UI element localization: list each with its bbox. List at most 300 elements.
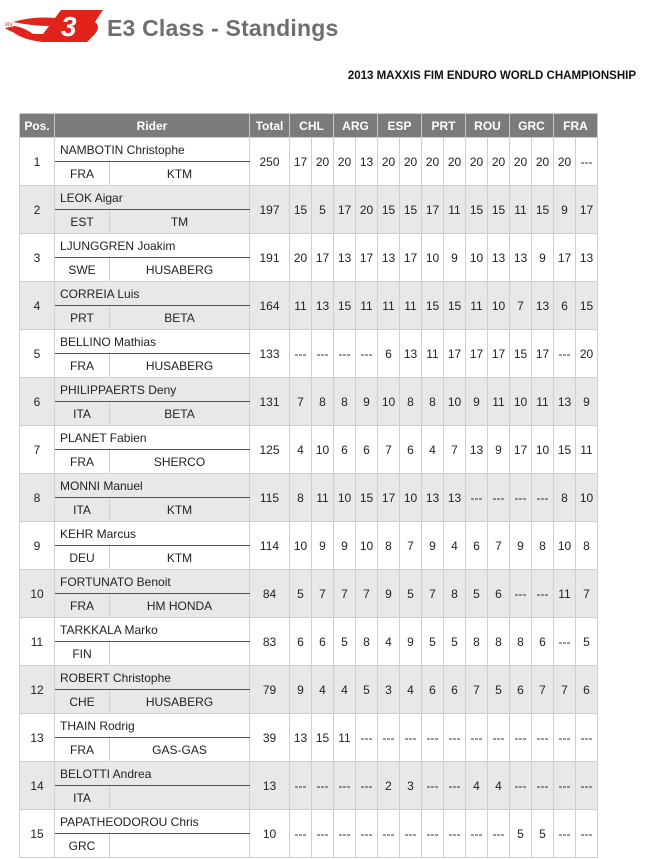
round-score: 15 bbox=[312, 714, 334, 762]
round-score: 6 bbox=[334, 426, 356, 474]
position-cell: 7 bbox=[20, 426, 55, 474]
round-score: 9 bbox=[334, 522, 356, 570]
position-cell: 14 bbox=[20, 762, 55, 810]
round-score: 13 bbox=[334, 234, 356, 282]
round-score: 11 bbox=[422, 330, 444, 378]
round-score: 20 bbox=[290, 234, 312, 282]
total-points: 250 bbox=[250, 138, 290, 186]
rider-nationality: ITA bbox=[55, 786, 110, 810]
round-score: 10 bbox=[554, 522, 576, 570]
position-cell: 2 bbox=[20, 186, 55, 234]
standings-body bbox=[20, 138, 598, 858]
round-score: --- bbox=[576, 714, 598, 762]
round-score: --- bbox=[356, 810, 378, 858]
header-round-fra[interactable]: FRA bbox=[554, 114, 598, 138]
rider-name[interactable]: KEHR Marcus bbox=[55, 522, 250, 546]
total-points: 197 bbox=[250, 186, 290, 234]
round-score: 9 bbox=[290, 666, 312, 714]
round-score: 17 bbox=[378, 474, 400, 522]
standings-row bbox=[20, 234, 598, 258]
rider-nationality: FRA bbox=[55, 162, 110, 186]
round-score: 10 bbox=[400, 474, 422, 522]
round-score: 20 bbox=[532, 138, 554, 186]
round-score: 13 bbox=[444, 474, 466, 522]
header-round-chl[interactable]: CHL bbox=[290, 114, 334, 138]
round-score: 13 bbox=[576, 234, 598, 282]
round-score: 5 bbox=[444, 618, 466, 666]
round-score: 6 bbox=[378, 330, 400, 378]
total-points: 115 bbox=[250, 474, 290, 522]
total-points: 191 bbox=[250, 234, 290, 282]
round-score: 5 bbox=[422, 618, 444, 666]
round-score: 20 bbox=[334, 138, 356, 186]
round-score: 20 bbox=[444, 138, 466, 186]
round-score: 15 bbox=[554, 426, 576, 474]
round-score: --- bbox=[400, 810, 422, 858]
round-score: 15 bbox=[466, 186, 488, 234]
standings-row bbox=[20, 474, 598, 498]
round-score: 10 bbox=[466, 234, 488, 282]
round-score: 10 bbox=[290, 522, 312, 570]
round-score: 17 bbox=[444, 330, 466, 378]
round-score: --- bbox=[312, 762, 334, 810]
round-score: 17 bbox=[532, 330, 554, 378]
rider-name[interactable]: NAMBOTIN Christophe bbox=[55, 138, 250, 162]
round-score: 7 bbox=[356, 570, 378, 618]
round-score: 20 bbox=[400, 138, 422, 186]
rider-name[interactable]: BELOTTI Andrea bbox=[55, 762, 250, 786]
position-cell: 11 bbox=[20, 618, 55, 666]
round-score: --- bbox=[312, 330, 334, 378]
page-title: E3 Class - Standings bbox=[107, 15, 339, 41]
round-score: 13 bbox=[488, 234, 510, 282]
total-points: 114 bbox=[250, 522, 290, 570]
round-score: 4 bbox=[290, 426, 312, 474]
round-score: --- bbox=[488, 474, 510, 522]
round-score: 6 bbox=[356, 426, 378, 474]
round-score: --- bbox=[510, 570, 532, 618]
round-score: 7 bbox=[290, 378, 312, 426]
round-score: --- bbox=[532, 570, 554, 618]
round-score: 9 bbox=[554, 186, 576, 234]
rider-bike: KTM bbox=[110, 498, 250, 522]
round-score: 6 bbox=[312, 618, 334, 666]
round-score: --- bbox=[334, 762, 356, 810]
rider-nationality: SWE bbox=[55, 258, 110, 282]
round-score: 5 bbox=[334, 618, 356, 666]
round-score: 15 bbox=[334, 282, 356, 330]
round-score: --- bbox=[532, 762, 554, 810]
rider-bike: GAS-GAS bbox=[110, 738, 250, 762]
round-score: 8 bbox=[532, 522, 554, 570]
rider-name[interactable]: LJUNGGREN Joakim bbox=[55, 234, 250, 258]
round-score: 11 bbox=[290, 282, 312, 330]
round-score: 5 bbox=[356, 666, 378, 714]
round-score: 15 bbox=[378, 186, 400, 234]
round-score: 5 bbox=[532, 810, 554, 858]
round-score: 10 bbox=[488, 282, 510, 330]
rider-name[interactable]: PAPATHEODOROU Chris bbox=[55, 810, 250, 834]
round-score: 6 bbox=[290, 618, 312, 666]
round-score: 6 bbox=[510, 666, 532, 714]
round-score: 11 bbox=[312, 474, 334, 522]
round-score: 10 bbox=[422, 234, 444, 282]
round-score: --- bbox=[312, 810, 334, 858]
standings-row bbox=[20, 186, 598, 210]
round-score: 11 bbox=[356, 282, 378, 330]
page-header bbox=[0, 0, 645, 82]
round-score: 6 bbox=[466, 522, 488, 570]
round-score: --- bbox=[576, 762, 598, 810]
round-score: --- bbox=[554, 810, 576, 858]
round-score: 13 bbox=[510, 234, 532, 282]
round-score: 7 bbox=[554, 666, 576, 714]
round-score: 4 bbox=[334, 666, 356, 714]
round-score: 13 bbox=[378, 234, 400, 282]
header-total[interactable]: Total bbox=[250, 114, 290, 138]
round-score: 9 bbox=[466, 378, 488, 426]
total-points: 83 bbox=[250, 618, 290, 666]
rider-bike: HUSABERG bbox=[110, 354, 250, 378]
standings-row bbox=[20, 762, 598, 786]
round-score: 9 bbox=[532, 234, 554, 282]
round-score: 20 bbox=[510, 138, 532, 186]
round-score: 13 bbox=[356, 138, 378, 186]
round-score: 7 bbox=[576, 570, 598, 618]
header-rider[interactable]: Rider bbox=[55, 114, 250, 138]
rider-nationality: EST bbox=[55, 210, 110, 234]
round-score: 3 bbox=[400, 762, 422, 810]
round-score: 8 bbox=[400, 378, 422, 426]
rider-bike: BETA bbox=[110, 402, 250, 426]
round-score: 8 bbox=[290, 474, 312, 522]
round-score: 20 bbox=[422, 138, 444, 186]
standings-row bbox=[20, 714, 598, 738]
round-score: 13 bbox=[466, 426, 488, 474]
round-score: --- bbox=[488, 810, 510, 858]
round-score: 6 bbox=[444, 666, 466, 714]
position-cell: 9 bbox=[20, 522, 55, 570]
round-score: --- bbox=[488, 714, 510, 762]
round-score: 13 bbox=[532, 282, 554, 330]
round-score: 10 bbox=[312, 426, 334, 474]
total-points: 39 bbox=[250, 714, 290, 762]
round-score: 11 bbox=[444, 186, 466, 234]
round-score: 8 bbox=[422, 378, 444, 426]
round-score: 5 bbox=[576, 618, 598, 666]
round-score: 8 bbox=[576, 522, 598, 570]
round-score: 7 bbox=[532, 666, 554, 714]
round-score: 11 bbox=[334, 714, 356, 762]
round-score: 15 bbox=[532, 186, 554, 234]
rider-nationality: FRA bbox=[55, 594, 110, 618]
round-score: 10 bbox=[576, 474, 598, 522]
round-score: 17 bbox=[400, 234, 422, 282]
round-score: --- bbox=[510, 714, 532, 762]
round-score: 5 bbox=[510, 810, 532, 858]
position-cell: 6 bbox=[20, 378, 55, 426]
rider-name[interactable]: FORTUNATO Benoit bbox=[55, 570, 250, 594]
position-cell: 4 bbox=[20, 282, 55, 330]
rider-name[interactable]: ROBERT Christophe bbox=[55, 666, 250, 690]
round-score: --- bbox=[444, 810, 466, 858]
round-score: 13 bbox=[290, 714, 312, 762]
round-score: 13 bbox=[400, 330, 422, 378]
round-score: 10 bbox=[532, 426, 554, 474]
round-score: --- bbox=[576, 810, 598, 858]
round-score: 11 bbox=[466, 282, 488, 330]
round-score: 6 bbox=[576, 666, 598, 714]
round-score: --- bbox=[334, 810, 356, 858]
round-score: 17 bbox=[356, 234, 378, 282]
round-score: 7 bbox=[334, 570, 356, 618]
rider-bike: KTM bbox=[110, 546, 250, 570]
round-score: 7 bbox=[444, 426, 466, 474]
round-score: --- bbox=[378, 714, 400, 762]
rider-nationality: DEU bbox=[55, 546, 110, 570]
rider-name[interactable]: PHILIPPAERTS Deny bbox=[55, 378, 250, 402]
round-score: --- bbox=[444, 714, 466, 762]
round-score: 13 bbox=[554, 378, 576, 426]
round-score: 20 bbox=[356, 186, 378, 234]
round-score: 7 bbox=[422, 570, 444, 618]
position-cell: 5 bbox=[20, 330, 55, 378]
round-score: --- bbox=[290, 330, 312, 378]
round-score: 11 bbox=[378, 282, 400, 330]
position-cell: 15 bbox=[20, 810, 55, 858]
round-score: 10 bbox=[378, 378, 400, 426]
round-score: 4 bbox=[444, 522, 466, 570]
rider-nationality: ITA bbox=[55, 498, 110, 522]
header-round-grc[interactable]: GRC bbox=[510, 114, 554, 138]
standings-table bbox=[19, 113, 598, 858]
round-score: 4 bbox=[400, 666, 422, 714]
round-score: 9 bbox=[312, 522, 334, 570]
rider-bike: KTM bbox=[110, 162, 250, 186]
round-score: 11 bbox=[532, 378, 554, 426]
rider-bike: HUSABERG bbox=[110, 690, 250, 714]
round-score: 10 bbox=[356, 522, 378, 570]
rider-bike bbox=[110, 642, 250, 666]
total-points: 133 bbox=[250, 330, 290, 378]
round-score: 20 bbox=[312, 138, 334, 186]
round-score: --- bbox=[466, 810, 488, 858]
round-score: 11 bbox=[576, 426, 598, 474]
standings-row bbox=[20, 330, 598, 354]
rider-name[interactable]: TARKKALA Marko bbox=[55, 618, 250, 642]
round-score: 7 bbox=[510, 282, 532, 330]
total-points: 10 bbox=[250, 810, 290, 858]
rider-name[interactable]: PLANET Fabien bbox=[55, 426, 250, 450]
round-score: 15 bbox=[356, 474, 378, 522]
round-score: 11 bbox=[554, 570, 576, 618]
round-score: 5 bbox=[400, 570, 422, 618]
round-score: 8 bbox=[312, 378, 334, 426]
svg-text:3: 3 bbox=[61, 11, 77, 42]
round-score: 8 bbox=[554, 474, 576, 522]
round-score: 17 bbox=[466, 330, 488, 378]
round-score: 20 bbox=[576, 330, 598, 378]
rider-bike: SHERCO bbox=[110, 450, 250, 474]
round-score: --- bbox=[554, 618, 576, 666]
round-score: 4 bbox=[312, 666, 334, 714]
championship-subtitle: 2013 MAXXIS FIM ENDURO WORLD CHAMPIONSHIP bbox=[347, 70, 636, 82]
position-cell: 13 bbox=[20, 714, 55, 762]
rider-nationality: FIN bbox=[55, 642, 110, 666]
round-score: --- bbox=[422, 762, 444, 810]
round-score: 9 bbox=[422, 522, 444, 570]
table-header-row bbox=[20, 114, 598, 138]
rider-nationality: ITA bbox=[55, 402, 110, 426]
round-score: --- bbox=[400, 714, 422, 762]
round-score: 15 bbox=[290, 186, 312, 234]
round-score: --- bbox=[554, 762, 576, 810]
round-score: 8 bbox=[466, 618, 488, 666]
round-score: 4 bbox=[488, 762, 510, 810]
round-score: 15 bbox=[510, 330, 532, 378]
round-score: --- bbox=[576, 138, 598, 186]
rider-name[interactable]: BELLINO Mathias bbox=[55, 330, 250, 354]
standings-row bbox=[20, 378, 598, 402]
round-score: 15 bbox=[488, 186, 510, 234]
rider-nationality: GRC bbox=[55, 834, 110, 858]
rider-bike: HM HONDA bbox=[110, 594, 250, 618]
round-score: 17 bbox=[422, 186, 444, 234]
total-points: 125 bbox=[250, 426, 290, 474]
round-score: --- bbox=[422, 714, 444, 762]
total-points: 79 bbox=[250, 666, 290, 714]
round-score: --- bbox=[554, 714, 576, 762]
header-round-esp[interactable]: ESP bbox=[378, 114, 422, 138]
round-score: 9 bbox=[378, 570, 400, 618]
round-score: 9 bbox=[400, 618, 422, 666]
round-score: --- bbox=[356, 330, 378, 378]
round-score: --- bbox=[554, 330, 576, 378]
round-score: --- bbox=[532, 714, 554, 762]
rider-name[interactable]: MONNI Manuel bbox=[55, 474, 250, 498]
position-cell: 8 bbox=[20, 474, 55, 522]
position-cell: 10 bbox=[20, 570, 55, 618]
total-points: 131 bbox=[250, 378, 290, 426]
round-score: 20 bbox=[378, 138, 400, 186]
round-score: 8 bbox=[444, 570, 466, 618]
round-score: 6 bbox=[400, 426, 422, 474]
position-cell: 12 bbox=[20, 666, 55, 714]
round-score: 2 bbox=[378, 762, 400, 810]
round-score: 15 bbox=[422, 282, 444, 330]
standings-row bbox=[20, 570, 598, 594]
e3-class-logo-icon bbox=[3, 4, 105, 46]
rider-nationality: FRA bbox=[55, 738, 110, 762]
round-score: 13 bbox=[422, 474, 444, 522]
round-score: 8 bbox=[510, 618, 532, 666]
round-score: 11 bbox=[400, 282, 422, 330]
round-score: 17 bbox=[312, 234, 334, 282]
position-cell: 3 bbox=[20, 234, 55, 282]
round-score: 15 bbox=[444, 282, 466, 330]
round-score: 4 bbox=[422, 426, 444, 474]
round-score: 7 bbox=[488, 522, 510, 570]
rider-name[interactable]: CORREIA Luis bbox=[55, 282, 250, 306]
round-score: 6 bbox=[422, 666, 444, 714]
round-score: 5 bbox=[312, 186, 334, 234]
standings-row bbox=[20, 426, 598, 450]
round-score: 9 bbox=[576, 378, 598, 426]
rider-bike bbox=[110, 786, 250, 810]
position-cell: 1 bbox=[20, 138, 55, 186]
round-score: 17 bbox=[510, 426, 532, 474]
round-score: 5 bbox=[466, 570, 488, 618]
round-score: 7 bbox=[400, 522, 422, 570]
round-score: 10 bbox=[510, 378, 532, 426]
rider-bike: TM bbox=[110, 210, 250, 234]
rider-name[interactable]: THAIN Rodrig bbox=[55, 714, 250, 738]
round-score: --- bbox=[334, 330, 356, 378]
round-score: --- bbox=[510, 762, 532, 810]
standings-row bbox=[20, 522, 598, 546]
round-score: --- bbox=[466, 714, 488, 762]
round-score: 5 bbox=[488, 666, 510, 714]
round-score: 17 bbox=[488, 330, 510, 378]
rider-name[interactable]: LEOK Aigar bbox=[55, 186, 250, 210]
header-round-prt[interactable]: PRT bbox=[422, 114, 466, 138]
standings-row bbox=[20, 618, 598, 642]
round-score: 17 bbox=[334, 186, 356, 234]
round-score: 10 bbox=[444, 378, 466, 426]
round-score: 6 bbox=[554, 282, 576, 330]
round-score: 17 bbox=[290, 138, 312, 186]
round-score: --- bbox=[356, 714, 378, 762]
rider-bike: BETA bbox=[110, 306, 250, 330]
round-score: 17 bbox=[554, 234, 576, 282]
round-score: 8 bbox=[334, 378, 356, 426]
round-score: 3 bbox=[378, 666, 400, 714]
svg-text:vis: vis bbox=[5, 22, 13, 28]
standings-row bbox=[20, 138, 598, 162]
round-score: 5 bbox=[290, 570, 312, 618]
standings-row bbox=[20, 810, 598, 834]
round-score: --- bbox=[444, 762, 466, 810]
round-score: 8 bbox=[378, 522, 400, 570]
round-score: 20 bbox=[466, 138, 488, 186]
round-score: 15 bbox=[400, 186, 422, 234]
total-points: 84 bbox=[250, 570, 290, 618]
round-score: 15 bbox=[576, 282, 598, 330]
rider-bike bbox=[110, 834, 250, 858]
header-round-arg[interactable]: ARG bbox=[334, 114, 378, 138]
round-score: 10 bbox=[334, 474, 356, 522]
round-score: --- bbox=[290, 810, 312, 858]
standings-row bbox=[20, 666, 598, 690]
round-score: 20 bbox=[554, 138, 576, 186]
rider-nationality: FRA bbox=[55, 450, 110, 474]
header-pos[interactable]: Pos. bbox=[20, 114, 55, 138]
total-points: 13 bbox=[250, 762, 290, 810]
round-score: 9 bbox=[444, 234, 466, 282]
round-score: 7 bbox=[378, 426, 400, 474]
round-score: --- bbox=[290, 762, 312, 810]
round-score: --- bbox=[532, 474, 554, 522]
round-score: 6 bbox=[532, 618, 554, 666]
total-points: 164 bbox=[250, 282, 290, 330]
round-score: 8 bbox=[488, 618, 510, 666]
round-score: 13 bbox=[312, 282, 334, 330]
round-score: --- bbox=[356, 762, 378, 810]
round-score: --- bbox=[466, 474, 488, 522]
header-round-rou[interactable]: ROU bbox=[466, 114, 510, 138]
round-score: 7 bbox=[312, 570, 334, 618]
round-score: 7 bbox=[466, 666, 488, 714]
